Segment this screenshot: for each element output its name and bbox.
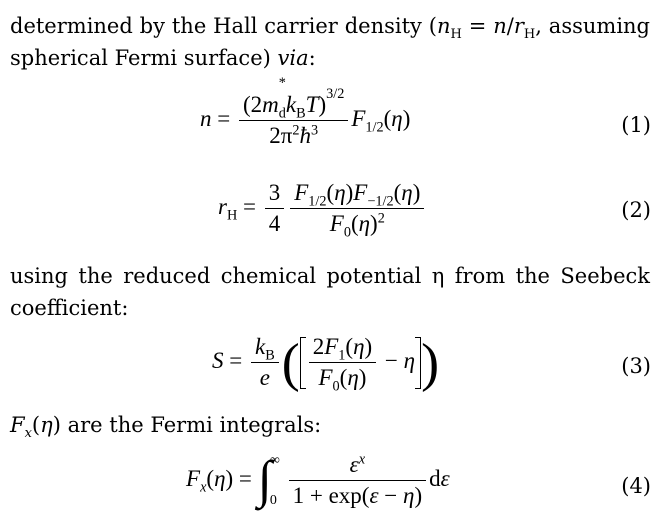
nH-definition: $n_H = n/r_H$ xyxy=(436,14,536,43)
p1-text-a: determined by the Hall carrier density ( xyxy=(10,14,437,38)
equation-4: $F_x(\eta)$ = ∫ ∞ 0 $\frac{\varepsilon^x}{1 + \exp(\varepsilon - \eta)}$ dε xyxy=(186,451,450,509)
equation-1-number: (1) xyxy=(621,113,651,137)
p3-text-b: are the Fermi integrals: xyxy=(60,413,322,437)
p1-via: via xyxy=(277,46,309,70)
paragraph-chemical-potential: using the reduced chemical potential η from the Seebeck coefficient: xyxy=(10,264,650,320)
equation-2: $r_H$ = $\frac{3}{4}$ $\frac{F_{1/2}(\eta)F_{-1/2}(\eta)}{F_0(\eta)^2}$ xyxy=(218,180,427,237)
Fx-inline: $F_x(\eta)$ xyxy=(10,413,61,442)
equation-3: S = $\frac{k_B}{e}$ ( $\frac{2F_1(\eta)}{F_0(\eta)}$ − η ) xyxy=(212,332,440,395)
equation-3-number: (3) xyxy=(621,354,651,378)
p1-text-c: : xyxy=(308,46,316,70)
equation-1: n = (2m * $_dk_BT)^{3/2}$ $2\pi^2ħ^3$ $F_{1/2}(\eta)$ xyxy=(200,75,411,148)
paragraph-hall-density xyxy=(10,10,650,74)
equation-2-number: (2) xyxy=(621,198,651,222)
p1-text-b: , assuming spherical Fermi surface) xyxy=(10,14,651,70)
paragraph-fermi-integrals xyxy=(10,409,650,441)
equation-4-number: (4) xyxy=(621,474,651,498)
